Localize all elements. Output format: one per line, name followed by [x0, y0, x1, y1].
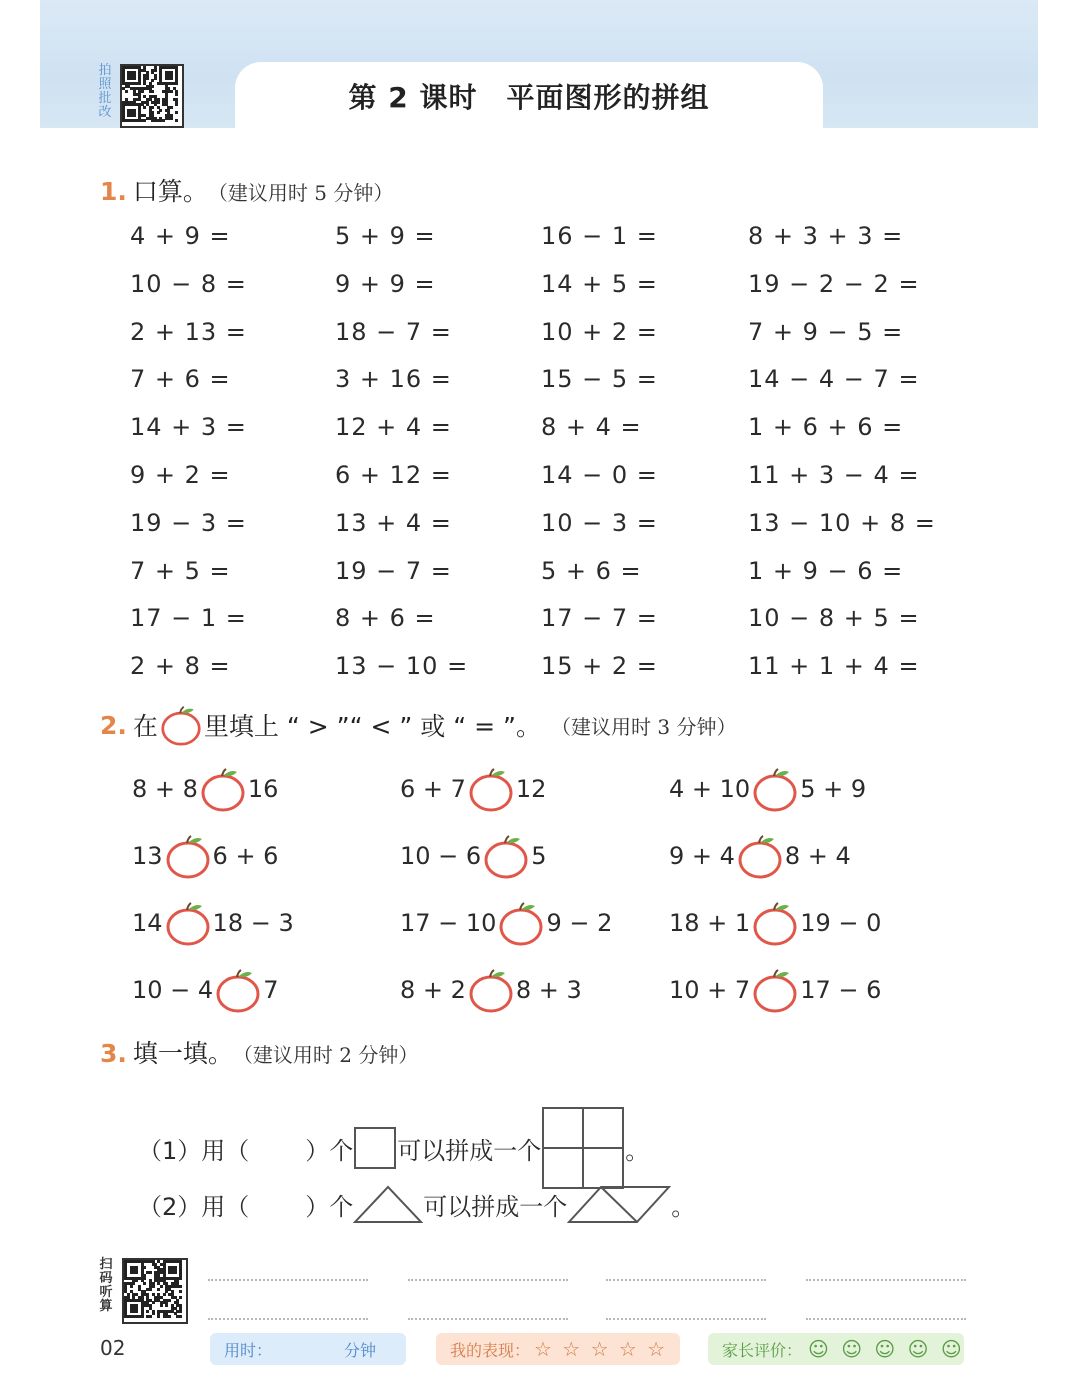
arithmetic-problem: 19 − 7 =	[335, 556, 452, 585]
right-expression: 6 + 6	[212, 842, 279, 870]
apple-answer-circle[interactable]	[498, 900, 544, 946]
arithmetic-problem: 8 + 6 =	[335, 604, 436, 633]
arithmetic-problem: 7 + 6 =	[130, 365, 231, 394]
right-expression: 12	[515, 775, 547, 803]
right-expression: 17 − 6	[800, 976, 882, 1004]
left-expression: 10 + 7	[669, 976, 751, 1004]
arithmetic-problem: 1 + 9 − 6 =	[748, 556, 904, 585]
right-expression: 5	[531, 842, 547, 870]
arithmetic-problem: 8 + 4 =	[541, 413, 642, 442]
time-pill: 用时： 分钟	[210, 1333, 406, 1365]
arithmetic-problem: 5 + 9 =	[335, 222, 436, 250]
apple-answer-circle[interactable]	[737, 833, 783, 879]
right-expression: 8 + 4	[784, 842, 851, 870]
arithmetic-problem: 10 − 3 =	[541, 508, 658, 537]
arithmetic-problem: 7 + 5 =	[130, 556, 231, 585]
comparison-problem	[132, 766, 278, 812]
arithmetic-problem: 14 + 3 =	[130, 413, 247, 442]
arithmetic-problem: 15 + 2 =	[541, 652, 658, 681]
arithmetic-problem: 15 − 5 =	[541, 365, 658, 394]
apple-answer-circle[interactable]	[215, 967, 261, 1013]
arithmetic-problem: 9 + 2 =	[130, 461, 231, 489]
section3-q1: （1）用（ ）个 可以拼成一个 。	[138, 1106, 649, 1190]
arithmetic-problem: 6 + 12 =	[335, 461, 452, 489]
writing-line	[408, 1318, 568, 1320]
parent-eval-pill: 家长评价： ☺ ☺ ☺ ☺ ☺	[708, 1333, 964, 1365]
performance-pill: 我的表现： ☆ ☆ ☆ ☆ ☆	[436, 1333, 680, 1365]
arithmetic-problem: 17 − 7 =	[541, 604, 658, 633]
arithmetic-problem: 9 + 9 =	[335, 269, 436, 298]
left-expression: 10 − 4	[132, 976, 214, 1004]
writing-line	[606, 1318, 766, 1320]
arithmetic-problem: 18 − 7 =	[335, 317, 452, 346]
left-expression: 14	[132, 909, 163, 937]
left-expression: 17 − 10	[400, 909, 497, 937]
arithmetic-problem: 19 − 3 =	[130, 508, 247, 537]
left-expression: 9 + 4	[669, 842, 735, 870]
right-expression: 8 + 3	[515, 976, 582, 1004]
arithmetic-problem: 8 + 3 + 3 =	[748, 222, 904, 250]
apple-answer-circle[interactable]	[468, 967, 514, 1013]
arithmetic-problem: 17 − 1 =	[130, 604, 247, 633]
right-expression: 9 − 2	[546, 909, 613, 937]
qr-label-top: 拍 照 批 改	[98, 63, 112, 120]
arithmetic-problem: 10 − 8 =	[130, 269, 247, 298]
comparison-problem	[669, 766, 866, 812]
left-expression: 10 − 6	[400, 842, 482, 870]
arithmetic-problem: 4 + 9 =	[130, 222, 231, 250]
arithmetic-problem: 19 − 2 − 2 =	[748, 269, 920, 298]
comparison-problem	[400, 900, 612, 946]
section3-q2: （2）用（ ）个 可以拼成一个 。	[138, 1184, 695, 1224]
arithmetic-problem: 5 + 6 =	[541, 556, 642, 585]
arithmetic-problem: 13 − 10 =	[335, 652, 469, 681]
writing-line	[606, 1279, 766, 1281]
section3-heading: 3. 填一填。 （建议用时 2 分钟）	[100, 1039, 419, 1068]
comparison-problem	[132, 833, 278, 879]
arithmetic-problem: 11 + 1 + 4 =	[748, 652, 920, 681]
apple-answer-circle[interactable]	[483, 833, 529, 879]
page-title: 第 2 课时 平面图形的拼组	[348, 81, 710, 114]
comparison-problem	[669, 967, 881, 1013]
small-square-icon	[353, 1126, 397, 1170]
arithmetic-problem: 14 + 5 =	[541, 269, 658, 298]
section2-heading: 2. 在 里填上 “ > ”“ < ” 或 “ = ”。 （建议用时 3 分钟）	[100, 704, 736, 746]
apple-answer-circle[interactable]	[752, 900, 798, 946]
apple-answer-circle[interactable]	[752, 766, 798, 812]
writing-line	[806, 1318, 966, 1320]
apple-answer-circle[interactable]	[752, 967, 798, 1013]
comparison-problem	[132, 967, 278, 1013]
arithmetic-problem: 1 + 6 + 6 =	[748, 413, 904, 442]
right-expression: 18 − 3	[212, 909, 294, 937]
arithmetic-problem: 11 + 3 − 4 =	[748, 461, 920, 489]
left-expression: 8 + 2	[400, 976, 466, 1004]
comparison-problem	[132, 900, 294, 946]
comparison-problem	[400, 766, 546, 812]
right-expression: 7	[263, 976, 279, 1004]
star-icons[interactable]: ☆ ☆ ☆ ☆ ☆	[534, 1337, 668, 1361]
comparison-problem	[400, 967, 582, 1013]
section1-heading: 1. 口算。 （建议用时 5 分钟）	[100, 177, 394, 206]
left-expression: 13	[132, 842, 163, 870]
apple-answer-circle[interactable]	[165, 900, 211, 946]
arithmetic-problem: 12 + 4 =	[335, 413, 452, 442]
large-square-icon	[541, 1106, 625, 1190]
left-expression: 4 + 10	[669, 775, 751, 803]
arithmetic-problem: 10 − 8 + 5 =	[748, 604, 920, 633]
arithmetic-problem: 14 − 0 =	[541, 461, 658, 489]
arithmetic-problem: 2 + 13 =	[130, 317, 247, 346]
apple-answer-circle[interactable]	[200, 766, 246, 812]
qr-label-bottom: 扫 码 听 算	[99, 1257, 113, 1314]
right-expression: 16	[247, 775, 279, 803]
arithmetic-problem: 10 + 2 =	[541, 317, 658, 346]
arithmetic-problem: 3 + 16 =	[335, 365, 452, 394]
parallelogram-icon	[567, 1184, 671, 1224]
page-number: 02	[100, 1336, 126, 1360]
qr-code-listen[interactable]	[122, 1258, 188, 1324]
apple-answer-circle[interactable]	[165, 833, 211, 879]
writing-line	[408, 1279, 568, 1281]
apple-icon	[160, 704, 202, 746]
comparison-problem	[400, 833, 546, 879]
right-expression: 19 − 0	[800, 909, 882, 937]
left-expression: 18 + 1	[669, 909, 751, 937]
writing-line	[208, 1279, 368, 1281]
qr-code-grading[interactable]	[120, 64, 184, 128]
comparison-problem	[669, 833, 851, 879]
smiley-icons[interactable]: ☺ ☺ ☺ ☺ ☺	[808, 1337, 965, 1361]
arithmetic-problem: 14 − 4 − 7 =	[748, 365, 920, 394]
arithmetic-problem: 13 − 10 + 8 =	[748, 508, 936, 537]
apple-answer-circle[interactable]	[468, 766, 514, 812]
arithmetic-problem: 13 + 4 =	[335, 508, 452, 537]
writing-line	[806, 1279, 966, 1281]
arithmetic-problem: 16 − 1 =	[541, 222, 658, 250]
writing-line	[208, 1318, 368, 1320]
right-expression: 5 + 9	[800, 775, 867, 803]
left-expression: 8 + 8	[132, 775, 198, 803]
triangle-icon	[353, 1184, 423, 1224]
arithmetic-problem: 7 + 9 − 5 =	[748, 317, 904, 346]
comparison-problem	[669, 900, 881, 946]
left-expression: 6 + 7	[400, 775, 466, 803]
arithmetic-problem: 2 + 8 =	[130, 652, 231, 681]
